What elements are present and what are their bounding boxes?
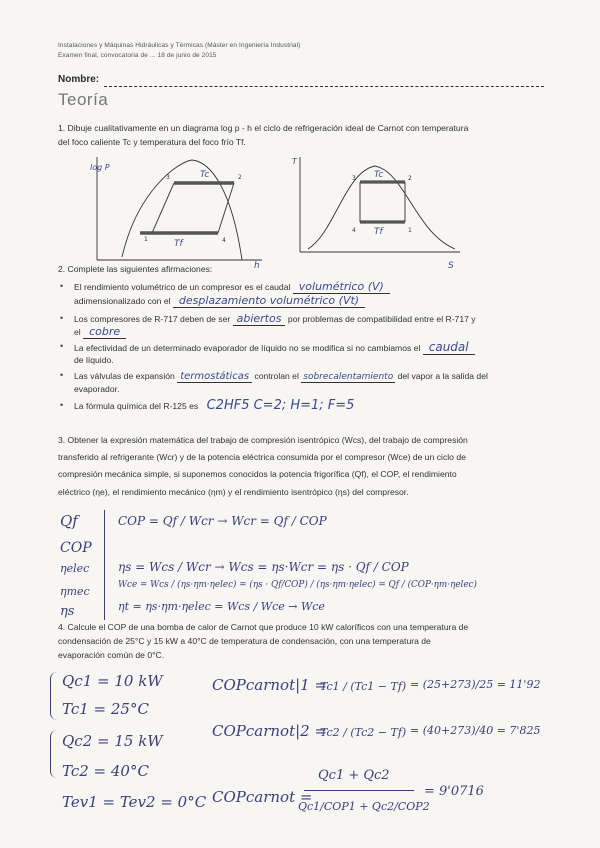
name-line <box>104 86 544 87</box>
q3-line3: compresión mecánica simple, si suponemos conocidos la potencia frigorífica (Qf), el COP, el rendimiento <box>58 469 457 479</box>
q2-b3-line1 <box>74 340 475 355</box>
d1-point-1: 1 <box>144 236 148 243</box>
q2-b3-answer: caudal <box>423 340 475 355</box>
d2-tf-label: Tf <box>374 227 383 237</box>
q4-line1: 4. Calcule el COP de una bomba de calor de Carnot que produce 10 kW caloríficos con una temperatura de <box>58 622 469 632</box>
q2-b4-pre: Las válvulas de expansión <box>74 371 175 381</box>
q4-cop2-lhs: COPcarnot|2 = <box>212 722 328 740</box>
q4-cop1-lhs: COPcarnot|1 = <box>212 676 328 694</box>
q4-line3: evaporación común de 0°C. <box>58 650 165 660</box>
q2-b1-mid: adimensionalizado con el <box>74 296 171 306</box>
logp-h-diagram <box>82 152 272 270</box>
q3-derivation-3: Wce = Wcs / (ηs·ηm·ηelec) = (ηs · Qf/COP) / (ηs·ηm·ηelec) = Qf / (COP·ηm·ηelec) <box>118 580 477 590</box>
q4-cop-fraction-bar <box>304 790 414 791</box>
q4-cop-denominator: Qc1/COP1 + Qc2/COP2 <box>298 800 430 813</box>
q2-b5-answer: C2HF5 C=2; H=1; F=5 <box>206 398 355 413</box>
q4-brace-1 <box>50 672 57 720</box>
d1-expansion-line <box>152 183 174 233</box>
d2-tc-label: Tc <box>374 170 384 180</box>
q2-b2-answer2: cobre <box>83 325 126 339</box>
q2-b4-answer1: termostáticas <box>177 371 252 383</box>
t-s-diagram <box>290 152 470 270</box>
exam-header-line1: Instalaciones y Máquinas Hidráulicas y Térmicas (Máster en Ingeniería Industrial) <box>58 42 301 49</box>
q2-b3-pre: La efectividad de un determinado evaporador de líquido no se modifica si no cambiamos el <box>74 343 421 353</box>
q4-data-tev: Tev1 = Tev2 = 0°C <box>62 793 207 811</box>
q3-derivation-4: ηt = ηs·ηm·ηelec = Wcs / Wce → Wce <box>118 600 325 613</box>
d1-xlabel: h <box>254 261 260 270</box>
q2-b4-mid: controlan el <box>254 371 299 381</box>
q4-line2: condensación de 25°C y 15 kW a 40°C de temperatura de condensación, con una temperatura de <box>58 636 431 646</box>
d1-ylabel: log P <box>90 163 110 172</box>
q2-b1-answer2: desplazamiento volumétrico (Vt) <box>173 294 365 308</box>
q2-b2-answer1: abiertos <box>233 312 286 326</box>
q3-separator <box>104 510 105 620</box>
d1-point-3: 3 <box>166 174 170 181</box>
q3-given-qf: Qf <box>60 512 78 530</box>
q4-cop-lhs: COPcarnot = <box>212 788 313 806</box>
q3-derivation-2: ηs = Wcs / Wcr → Wcs = ηs·Wcr = ηs · Qf / COP <box>118 560 409 574</box>
q2-b5-line1 <box>74 399 360 413</box>
q3-line4: eléctrico (ηe), el rendimiento mecánico (ηm) y el rendimiento isentrópico (ηs) del compresor. <box>58 487 409 497</box>
q3-given-eta-elec: ηelec <box>60 562 90 575</box>
d1-point-2: 2 <box>238 174 242 181</box>
q4-cop-result: = 9'0716 <box>424 784 484 799</box>
name-label: Nombre: <box>58 74 100 85</box>
q4-data-qc2: Qc2 = 15 kW <box>62 732 163 750</box>
q2-b3-post: de líquido. <box>74 355 114 365</box>
q2-b2-line1 <box>74 312 476 326</box>
d2-point-1: 1 <box>408 227 412 234</box>
q2-b1-line1 <box>74 280 390 294</box>
d2-xlabel: S <box>448 261 454 270</box>
q4-brace-2 <box>50 730 57 778</box>
d2-ylabel: T <box>292 157 297 166</box>
q4-cop2-fraction: Tc2 / (Tc2 − Tf) <box>320 726 407 739</box>
bullet-1-icon: • <box>60 281 64 291</box>
d2-point-3: 3 <box>352 175 356 182</box>
d1-tc-label: Tc <box>200 170 210 180</box>
exam-header-line2: Examen final, convocatoria de ... 18 de junio de 2015 <box>58 52 217 59</box>
q2-b2-post: el <box>74 327 81 337</box>
bullet-2-icon: • <box>60 313 64 323</box>
bullet-5-icon: • <box>60 400 64 410</box>
bullet-4-icon: • <box>60 370 64 380</box>
bullet-3-icon: • <box>60 341 64 351</box>
q2-b5-pre: La fórmula química del R-125 es <box>74 401 199 411</box>
q4-data-tc2: Tc2 = 40°C <box>62 762 149 780</box>
q2-b4-line1 <box>74 369 488 384</box>
d1-compression-line <box>218 183 234 233</box>
section-title: Teoría <box>58 90 109 109</box>
q4-cop-numerator: Qc1 + Qc2 <box>318 768 390 783</box>
q2-b1-answer1: volumétrico (V) <box>293 280 390 294</box>
q4-cop2-result: = (40+273)/40 = 7'825 <box>410 724 541 737</box>
q3-line2: transferido al refrigerante (Wcr) y de la potencia eléctrica consumida por el compresor (Wce) de un ciclo de <box>58 452 466 462</box>
q2-intro: 2. Complete las siguientes afirmaciones: <box>58 264 213 274</box>
d2-point-4: 4 <box>352 227 356 234</box>
q3-given-cop: COP <box>60 540 92 556</box>
d2-point-2: 2 <box>408 175 412 182</box>
q2-b4-answer2: sobrecalentamiento <box>303 372 394 382</box>
d1-point-4: 4 <box>222 237 226 244</box>
q1-text-line2: del foco caliente Tc y temperatura del foco frío Tf. <box>58 137 246 147</box>
q4-cop1-result: = (25+273)/25 = 11'92 <box>410 678 541 691</box>
q2-b4-post2: evaporador. <box>74 384 120 394</box>
q3-derivation-1: COP = Qf / Wcr → Wcr = Qf / COP <box>118 514 327 528</box>
q2-b1-pre: El rendimiento volumétrico de un compresor es el caudal <box>74 282 291 292</box>
q2-b2-line2 <box>74 325 126 339</box>
q2-b1-line2 <box>74 294 365 308</box>
q3-given-eta-mec: ηmec <box>60 585 90 598</box>
q2-b4-post: del vapor a la salida del <box>397 371 488 381</box>
q4-data-qc1: Qc1 = 10 kW <box>62 672 163 690</box>
q4-cop1-fraction: Tc1 / (Tc1 − Tf) <box>320 680 407 693</box>
d1-tf-label: Tf <box>174 239 183 249</box>
q1-text-line1: 1. Dibuje cualitativamente en un diagrama log p - h el ciclo de refrigeración ideal de Carnot con temperatura <box>58 123 469 133</box>
q3-given-eta-s: ηs <box>60 604 75 619</box>
q2-b2-mid: por problemas de compatibilidad entre el R-717 y <box>287 314 476 324</box>
q3-line1: 3. Obtener la expresión matemática del trabajo de compresión isentrópico (Wcs), del trabajo de compresión <box>58 435 468 445</box>
q4-data-tc1: Tc1 = 25°C <box>62 700 149 718</box>
q2-b2-pre: Los compresores de R-717 deben de ser <box>74 314 231 324</box>
